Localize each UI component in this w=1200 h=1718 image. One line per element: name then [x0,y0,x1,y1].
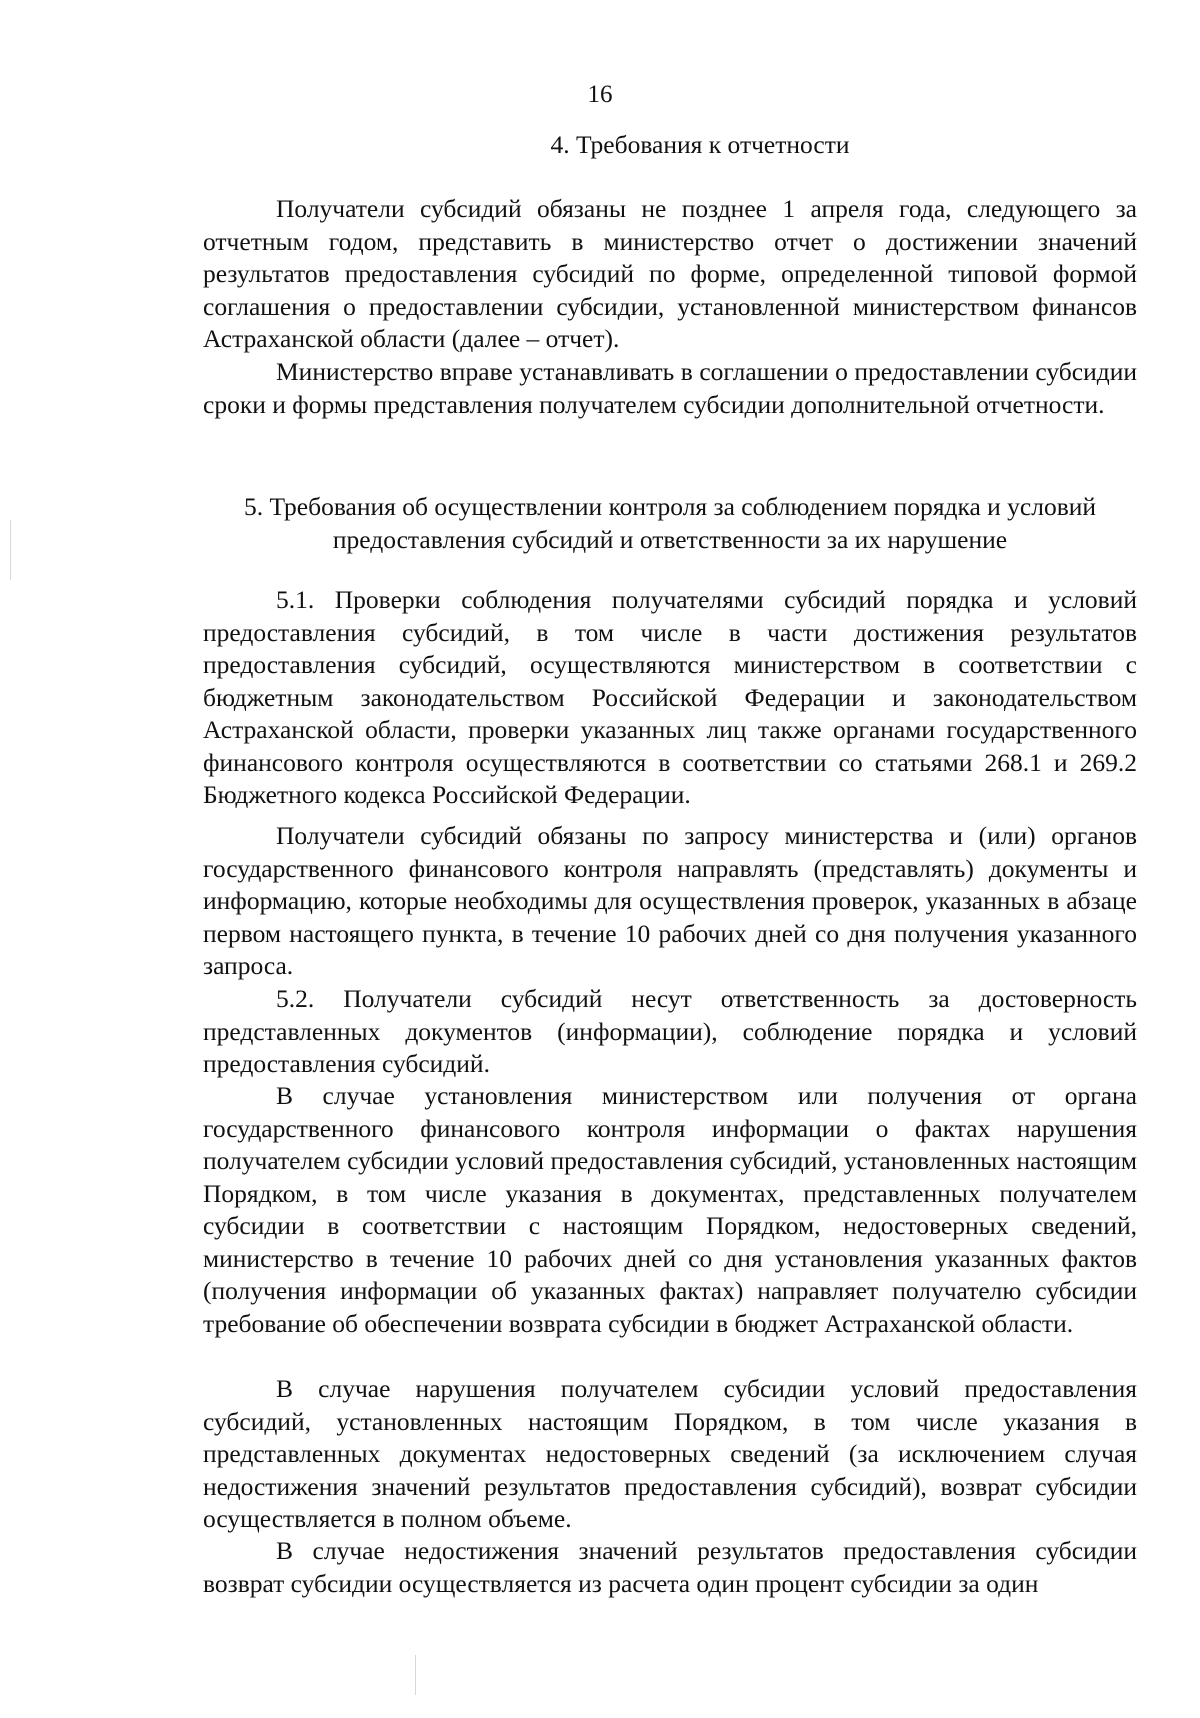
section-5-heading: 5. Требования об осуществлении контроля за соблюдением порядка и условий предоставления субсидий и ответственности за их нарушение [243,492,1097,554]
section-5-paragraph-1: 5.1. Проверки соблюдения получателями субсидий порядка и условий предоставления субсидий, в том числе в части достижения результатов предоставления субсидий, осуществляются министерством в соответствии с бюджетным законодательством Российской Федерации и законодательством Астраханской области, проверки указанных лиц также органами государственного финансового контроля осуществляются в соответствии со статьями 268.1 и 269.2 Бюджетного кодекса Российской Федерации. [203,585,1137,809]
section-5-paragraph-2: Получатели субсидий обязаны по запросу министерства и (или) органов государственного финансового контроля направлять (представлять) документы и информацию, которые необходимы для осуществления проверок, указанных в абзаце первом настоящего пункта, в течение 10 рабочих дней со дня получения указанного запроса. [203,821,1137,980]
scan-artifact-line [415,1655,416,1695]
section-5-paragraph-3: 5.2. Получатели субсидий несут ответственность за достоверность представленных документов (информации), соблюдение порядка и условий предоставления субсидий. [203,984,1137,1078]
page-number: 16 [587,81,613,108]
scan-artifact-line [10,520,11,580]
section-4-heading: 4. Требования к отчетности [550,130,850,159]
section-5-paragraph-5: В случае нарушения получателем субсидии условий предоставления субсидий, установленных настоящим Порядком, в том числе указания в представленных документах недостоверных сведений (за исключением случая недостижения значений результатов предоставления субсидий), возврат субсидии осуществляется в полном объеме. [203,1374,1137,1533]
section-5-paragraph-4: В случае установления министерством или получения от органа государственного финансового контроля информации о фактах нарушения получателем субсидии условий предоставления субсидий, установленных настоящим Порядком, в том числе указания в документах, представленных получателем субсидии в соответствии с настоящим Порядком, недостоверных сведений, министерство в течение 10 рабочих дней со дня установления указанных фактов (получения информации об указанных фактах) направляет получателю субсидии требование об обеспечении возврата субсидии в бюджет Астраханской области. [203,1081,1137,1338]
section-4-paragraph-2: Министерство вправе устанавливать в соглашении о предоставлении субсидии сроки и формы представления получателем субсидии дополнительной отчетности. [203,357,1137,419]
section-4-paragraph-1: Получатели субсидий обязаны не позднее 1 апреля года, следующего за отчетным годом, представить в министерство отчет о достижении значений результатов предоставления субсидий по форме, определенной типовой формой соглашения о предоставлении субсидии, установленной министерством финансов Астраханской области (далее – отчет). [203,194,1137,353]
section-5-paragraph-6: В случае недостижения значений результатов предоставления субсидии возврат субсидии осуществляется из расчета один процент субсидии за один [203,1536,1137,1598]
